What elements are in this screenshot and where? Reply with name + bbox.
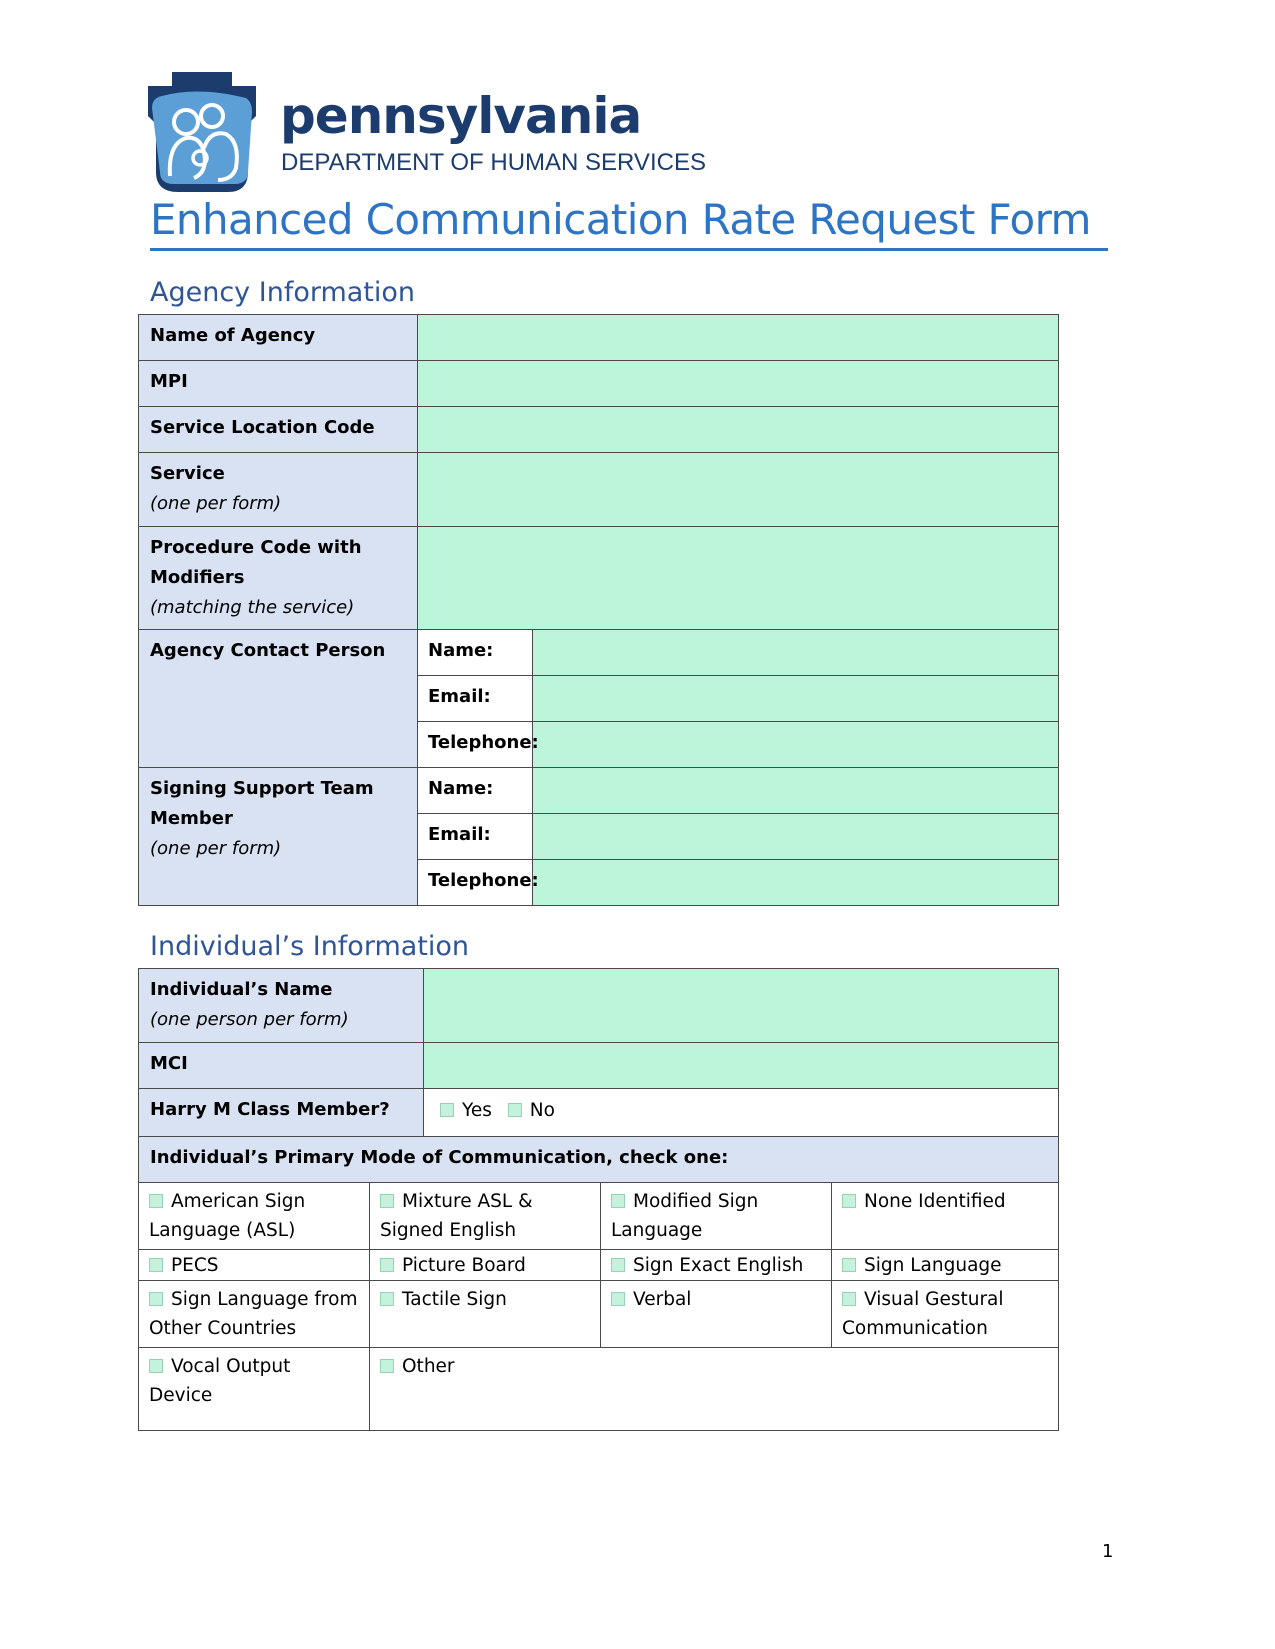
service-location-code-label: Service Location Code	[139, 407, 418, 453]
visual-gestural-checkbox[interactable]	[842, 1292, 856, 1306]
harry-m-no-option[interactable]: No	[508, 1100, 555, 1121]
support-name-label: Name:	[418, 768, 533, 814]
harry-m-options	[424, 1089, 1059, 1137]
mode-sign-language[interactable]: Sign Language	[832, 1250, 1059, 1281]
pecs-checkbox[interactable]	[149, 1258, 163, 1272]
picture-board-checkbox[interactable]	[380, 1258, 394, 1272]
title-underline	[150, 248, 1108, 251]
sign-exact-checkbox[interactable]	[611, 1258, 625, 1272]
support-name-field[interactable]	[533, 768, 1059, 814]
mode-picture-board[interactable]: Picture Board	[370, 1250, 601, 1281]
signing-support-label: Signing Support Team Member (one per form)	[139, 768, 418, 906]
individual-name-label: Individual’s Name (one person per form)	[139, 969, 424, 1043]
mixture-checkbox[interactable]	[380, 1194, 394, 1208]
contact-telephone-label: Telephone:	[418, 722, 533, 768]
communication-mode-grid	[138, 1182, 1059, 1431]
page-number: 1	[1102, 1541, 1114, 1562]
contact-email-label: Email:	[418, 676, 533, 722]
agency-section-heading: Agency Information	[150, 277, 416, 308]
communication-mode-header: Individual’s Primary Mode of Communication, check one:	[139, 1137, 1059, 1183]
contact-name-field[interactable]	[533, 630, 1059, 676]
mode-modified-sign[interactable]: Modified Sign Language	[601, 1183, 832, 1250]
verbal-checkbox[interactable]	[611, 1292, 625, 1306]
individual-section-heading: Individual’s Information	[150, 931, 470, 962]
name-of-agency-field[interactable]	[418, 315, 1059, 361]
dhs-logo	[148, 72, 708, 192]
mode-visual-gestural[interactable]: Visual Gestural Communication	[832, 1281, 1059, 1348]
brand-name: pennsylvania	[280, 87, 642, 145]
harry-m-yes-option[interactable]: Yes	[440, 1100, 492, 1121]
mci-label: MCI	[139, 1043, 424, 1089]
mode-other-countries[interactable]: Sign Language from Other Countries	[139, 1281, 370, 1348]
agency-contact-person-label: Agency Contact Person	[139, 630, 418, 768]
keystone-emblem-icon	[148, 72, 268, 192]
harry-m-label: Harry M Class Member?	[139, 1089, 424, 1137]
service-location-code-field[interactable]	[418, 407, 1059, 453]
mode-verbal[interactable]: Verbal	[601, 1281, 832, 1348]
mpi-label: MPI	[139, 361, 418, 407]
mode-other[interactable]: Other	[370, 1348, 1059, 1431]
mci-field[interactable]	[424, 1043, 1059, 1089]
sign-language-checkbox[interactable]	[842, 1258, 856, 1272]
other-countries-checkbox[interactable]	[149, 1292, 163, 1306]
support-email-label: Email:	[418, 814, 533, 860]
procedure-code-label: Procedure Code with Modifiers (matching the service)	[139, 527, 418, 630]
modified-sign-checkbox[interactable]	[611, 1194, 625, 1208]
none-checkbox[interactable]	[842, 1194, 856, 1208]
contact-email-field[interactable]	[533, 676, 1059, 722]
individual-info-table	[138, 968, 1059, 1183]
individual-name-field[interactable]	[424, 969, 1059, 1043]
asl-checkbox[interactable]	[149, 1194, 163, 1208]
agency-info-table	[138, 314, 1059, 906]
department-name: DEPARTMENT OF HUMAN SERVICES	[281, 149, 706, 176]
mode-none[interactable]: None Identified	[832, 1183, 1059, 1250]
mode-vocal-output[interactable]: Vocal Output Device	[139, 1348, 370, 1431]
tactile-checkbox[interactable]	[380, 1292, 394, 1306]
name-of-agency-label: Name of Agency	[139, 315, 418, 361]
support-telephone-field[interactable]	[533, 860, 1059, 906]
yes-checkbox[interactable]	[440, 1103, 454, 1117]
mode-pecs[interactable]: PECS	[139, 1250, 370, 1281]
mpi-field[interactable]	[418, 361, 1059, 407]
mode-sign-exact[interactable]: Sign Exact English	[601, 1250, 832, 1281]
support-email-field[interactable]	[533, 814, 1059, 860]
support-telephone-label: Telephone:	[418, 860, 533, 906]
mode-mixture[interactable]: Mixture ASL & Signed English	[370, 1183, 601, 1250]
contact-telephone-field[interactable]	[533, 722, 1059, 768]
mode-tactile[interactable]: Tactile Sign	[370, 1281, 601, 1348]
mode-asl[interactable]: American Sign Language (ASL)	[139, 1183, 370, 1250]
service-field[interactable]	[418, 453, 1059, 527]
form-title: Enhanced Communication Rate Request Form	[150, 195, 1091, 244]
contact-name-label: Name:	[418, 630, 533, 676]
no-checkbox[interactable]	[508, 1103, 522, 1117]
vocal-output-checkbox[interactable]	[149, 1359, 163, 1373]
service-label: Service (one per form)	[139, 453, 418, 527]
other-checkbox[interactable]	[380, 1359, 394, 1373]
procedure-code-field[interactable]	[418, 527, 1059, 630]
